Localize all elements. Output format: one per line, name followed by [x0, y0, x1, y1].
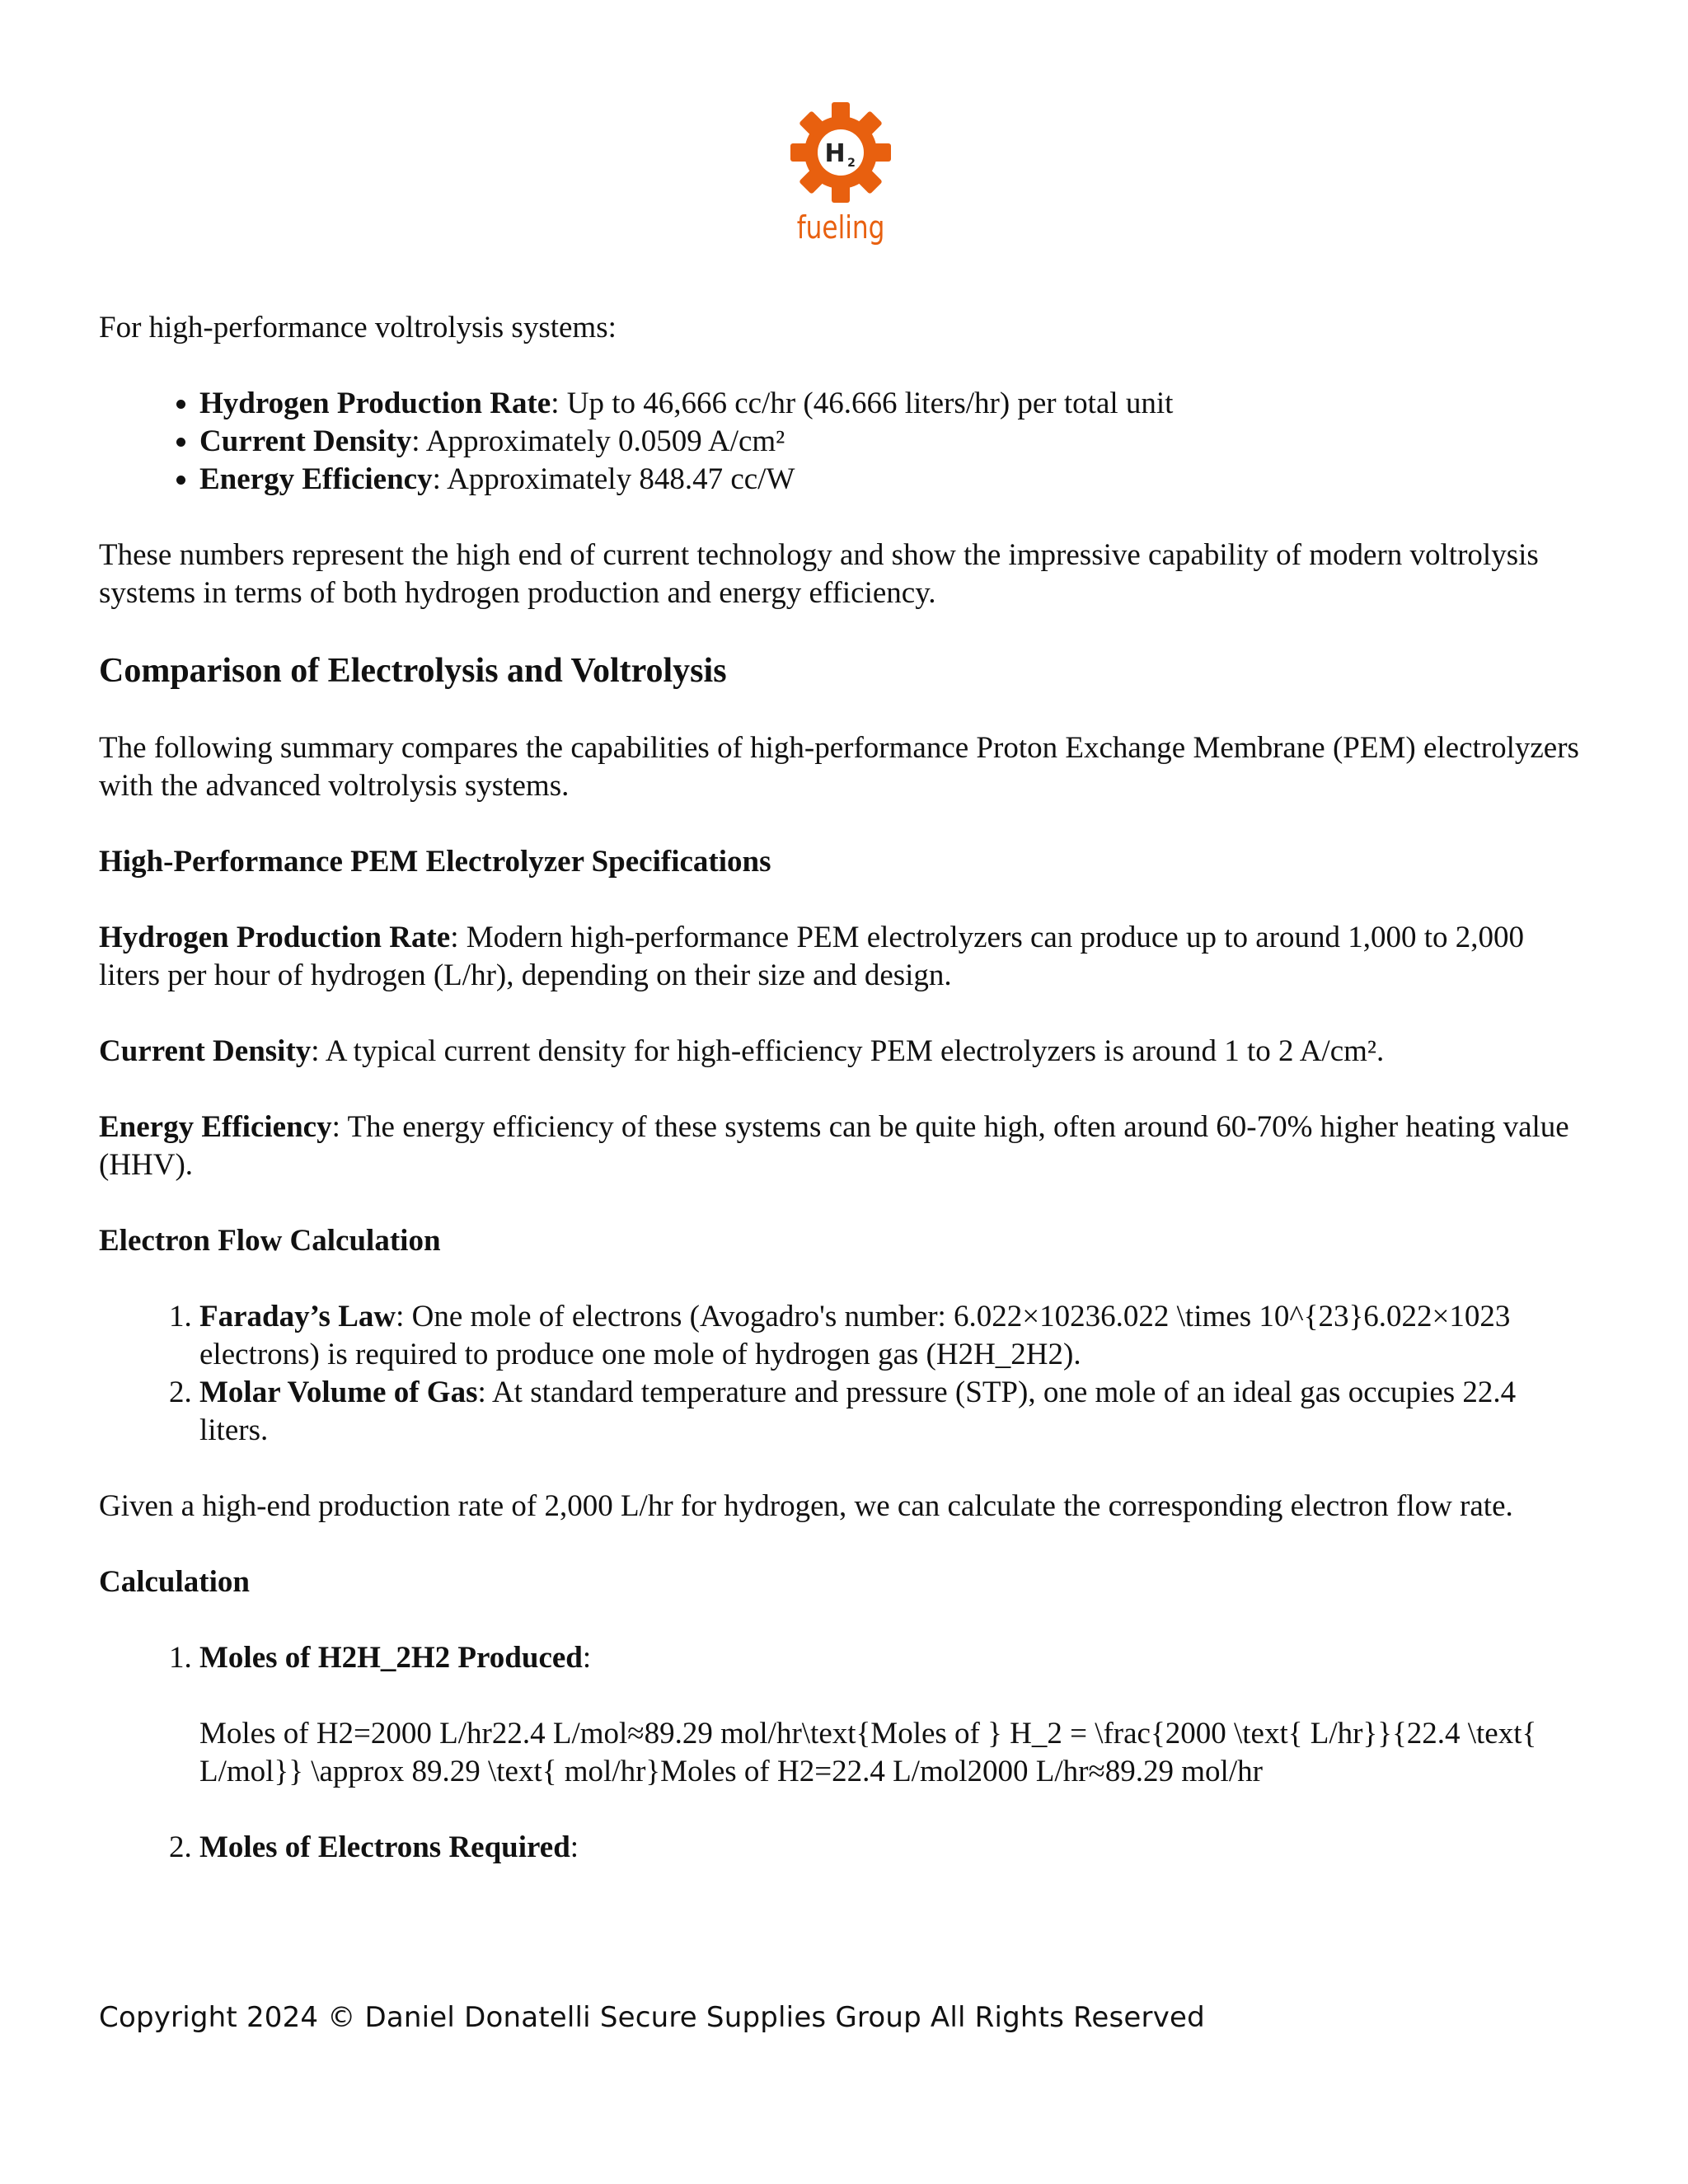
- spec-term: Energy Efficiency: [199, 462, 433, 496]
- comparison-heading: Comparison of Electrolysis and Voltrolysis: [99, 652, 727, 690]
- logo: [775, 99, 907, 268]
- spec-desc: : The energy efficiency of these systems can be quite high, often around 60-70% higher heating value (HHV).: [99, 1110, 1569, 1182]
- pem-heading: High-Performance PEM Electrolyzer Specifications: [99, 845, 771, 879]
- item-desc: :: [570, 1830, 579, 1864]
- calculation-heading: Calculation: [99, 1565, 250, 1599]
- item-desc: : One mole of electrons (Avogadro's number: 6.022×10236.022 \times 10^{23}6.022×1023 electrons) is required to produce one mole of hydrogen gas (H2H_2H2).: [199, 1300, 1511, 1371]
- gear-h2-icon: [787, 99, 894, 206]
- spec-term: Current Density: [199, 424, 412, 458]
- spec-term: Hydrogen Production Rate: [99, 921, 451, 954]
- pem-spec-current: [99, 1033, 1582, 1071]
- logo-text: fueling: [796, 209, 885, 246]
- voltrolysis-spec-list: [99, 385, 1582, 499]
- formula-text: Moles of H2=2000 L/hr22.4 L/mol≈89.29 mol/hr\text{Moles of } H_2 = \frac{2000 \text{ L/hr}}{22.4 \text{ L/mol}} \approx 89.29 \text{ mol/hr}Moles of H2=22.4 L/mol2000 L/hr≈89.29 mol/hr: [199, 1717, 1537, 1788]
- spec-term: Energy Efficiency: [99, 1110, 332, 1144]
- spec-desc: : Up to 46,666 cc/hr (46.666 liters/hr) per total unit: [551, 387, 1174, 420]
- svg-text:2: 2: [847, 157, 856, 170]
- spec-desc: : Approximately 848.47 cc/W: [432, 462, 795, 496]
- calculation-list: [99, 1639, 1582, 1867]
- list-item: [199, 1829, 1582, 1867]
- item-term: Moles of Electrons Required: [199, 1830, 570, 1864]
- intro-text: For high-performance voltrolysis systems:: [99, 311, 617, 344]
- spec-desc: : Approximately 0.0509 A/cm²: [411, 424, 785, 458]
- summary-paragraph: These numbers represent the high end of current technology and show the impressive capability of modern voltrolysis systems in terms of both hydrogen production and energy efficiency.: [99, 538, 1539, 610]
- pem-spec-rate: [99, 919, 1582, 995]
- item-desc: : At standard temperature and pressure (STP), one mole of an ideal gas occupies 22.4 liters.: [199, 1376, 1517, 1447]
- item-term: Molar Volume of Gas: [199, 1376, 478, 1409]
- item-term: Moles of H2H_2H2 Produced: [199, 1641, 583, 1675]
- copyright-footer: Copyright 2024 © Daniel Donatelli Secure Supplies Group All Rights Reserved: [99, 2001, 1205, 2034]
- pem-spec-efficiency: [99, 1108, 1582, 1184]
- list-item: [199, 385, 1582, 423]
- list-item: [199, 423, 1582, 461]
- spec-desc: : A typical current density for high-efficiency PEM electrolyzers is around 1 to 2 A/cm².: [311, 1034, 1385, 1068]
- list-item: [199, 461, 1582, 499]
- list-item: [199, 1374, 1582, 1450]
- list-item: [199, 1298, 1582, 1374]
- comparison-paragraph: The following summary compares the capabilities of high-performance Proton Exchange Membrane (PEM) electrolyzers with the advanced voltrolysis systems.: [99, 731, 1579, 803]
- spec-desc: : Modern high-performance PEM electrolyzers can produce up to around 1,000 to 2,000 liters per hour of hydrogen (L/hr), depending on their size and design.: [99, 921, 1525, 992]
- svg-text:H: H: [824, 139, 846, 168]
- list-item: [199, 1639, 1582, 1791]
- given-paragraph: Given a high-end production rate of 2,000 L/hr for hydrogen, we can calculate the corresponding electron flow rate.: [99, 1489, 1513, 1523]
- spec-term: Current Density: [99, 1034, 312, 1068]
- item-desc: :: [582, 1641, 592, 1675]
- electron-list: [99, 1298, 1582, 1450]
- document-body: [99, 309, 1582, 1905]
- item-term: Faraday’s Law: [199, 1300, 396, 1333]
- electron-heading: Electron Flow Calculation: [99, 1224, 441, 1258]
- spec-term: Hydrogen Production Rate: [199, 387, 551, 420]
